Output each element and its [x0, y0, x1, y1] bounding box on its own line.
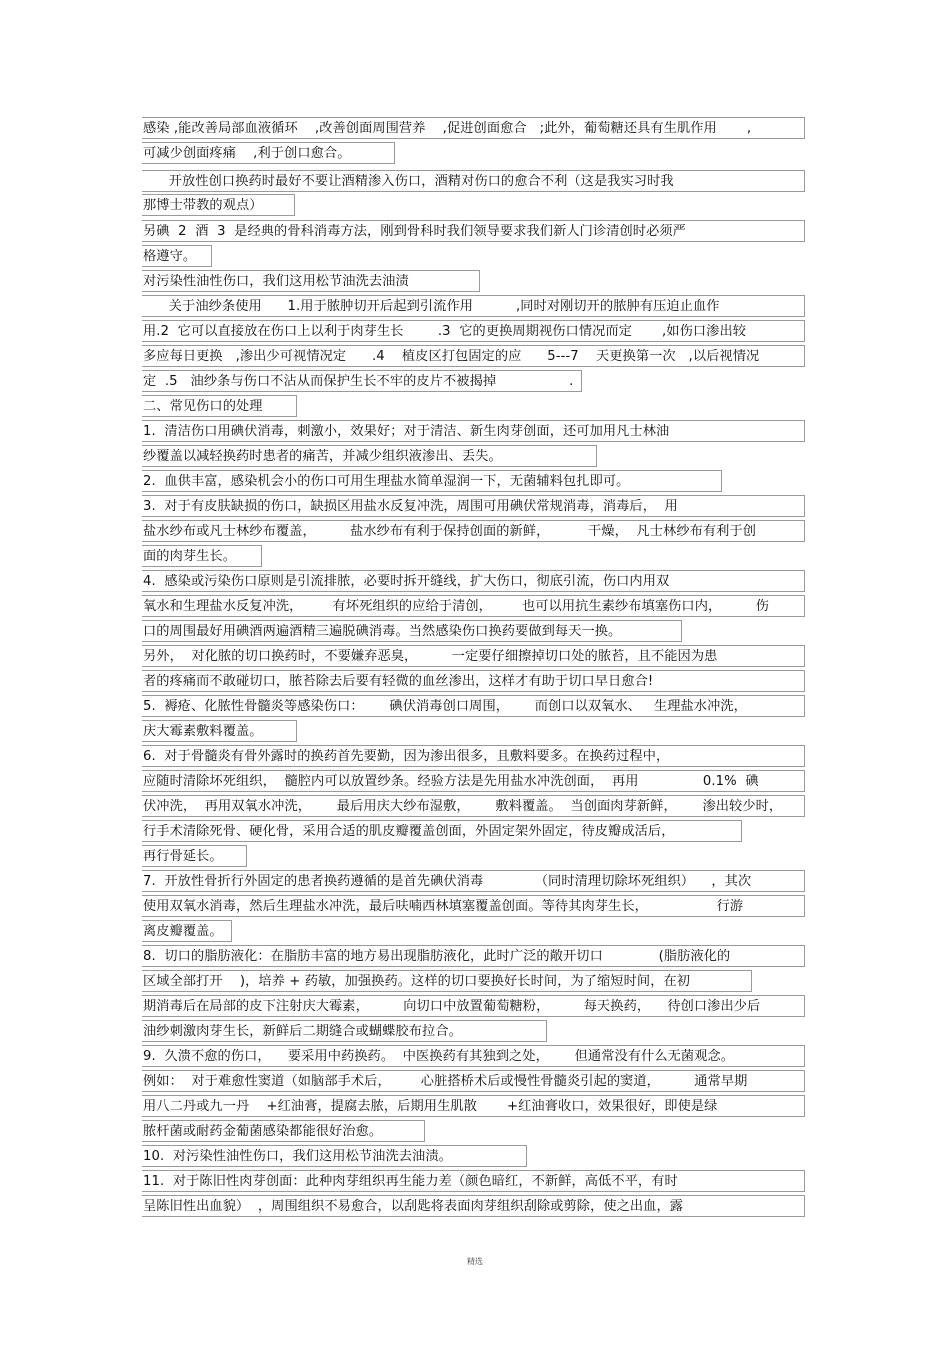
- text-line: 5. 褥疮、化脓性骨髓炎等感染伤口： 碘伏消毒创口周围， 而创口以双氧水、 生理盐水冲洗，: [142, 695, 805, 717]
- text-line: 氧水和生理盐水反复冲洗， 有坏死组织的应给于清创， 也可以用抗生素纱布填塞伤口内， 伤: [142, 595, 805, 617]
- text-line: 多应每日更换 ,渗出少可视情况定 .4 植皮区打包固定的应 5---7 天更换第一次 ,以后视情况: [142, 345, 805, 367]
- text-line: 盐水纱布或凡士林纱布覆盖， 盐水纱布有利于保持创面的新鲜， 干燥， 凡士林纱布有利于创: [142, 520, 805, 542]
- text-line: 面的肉芽生长。: [142, 545, 262, 567]
- text-line: 8. 切口的脂肪液化：在脂肪丰富的地方易出现脂肪液化，此时广泛的敞开切口 (脂肪液化的: [142, 945, 805, 967]
- text-line: 6. 对于骨髓炎有骨外露时的换药首先要勤，因为渗出很多，且敷料要多。在换药过程中，: [142, 745, 805, 767]
- text-line: 开放性创口换药时最好不要让酒精渗入伤口，酒精对伤口的愈合不利（这是我实习时我: [142, 170, 805, 192]
- text-line: 脓杆菌或耐药金葡菌感染都能很好治愈。: [142, 1120, 425, 1142]
- text-line: 另外， 对化脓的切口换药时，不要嫌弃恶臭， 一定要仔细擦掉切口处的脓苔，且不能因为患: [142, 645, 805, 667]
- text-line: 9. 久溃不愈的伤口， 要采用中药换药。 中医换药有其独到之处， 但通常没有什么无菌观念。: [142, 1045, 805, 1067]
- text-line: 区域全部打开 )，培养 + 药敏，加强换药。这样的切口要换好长时间，为了缩短时间，在初: [142, 970, 752, 992]
- text-line: 呈陈旧性出血貌） ，周围组织不易愈合，以刮匙将表面肉芽组织刮除或剪除，使之出血，露: [142, 1195, 805, 1217]
- text-line: 2. 血供丰富，感染机会小的伤口可用生理盐水简单湿润一下，无菌辅料包扎即可。: [142, 470, 722, 492]
- text-line: 者的疼痛而不敢碰切口，脓苔除去后要有轻微的血丝渗出，这样才有助于切口早日愈合!: [142, 670, 805, 692]
- text-line: 感染 ,能改善局部血液循环 ,改善创面周围营养 ,促进创面愈合 ;此外，葡萄糖还具有生肌作用 ,: [142, 117, 805, 139]
- text-line: 纱覆盖以减轻换药时患者的痛苦，并减少组织液渗出、丢失。: [142, 445, 597, 467]
- text-line: 另碘 2 酒 3 是经典的骨科消毒方法，刚到骨科时我们领导要求我们新人门诊清创时必须严: [142, 220, 805, 242]
- text-line: 口的周围最好用碘酒两遍酒精三遍脱碘消毒。当然感染伤口换药要做到每天一换。: [142, 620, 682, 642]
- text-line: 7. 开放性骨折行外固定的患者换药遵循的是首先碘伏消毒 （同时清理切除坏死组织） ，其次: [142, 870, 805, 892]
- text-line: 定 .5 油纱条与伤口不沾从而保护生长不牢的皮片不被揭掉 .: [142, 370, 582, 392]
- text-line: 二、常见伤口的处理: [142, 395, 297, 417]
- text-line: 行手术清除死骨、硬化骨，采用合适的肌皮瓣覆盖创面，外固定架外固定，待皮瓣成活后，: [142, 820, 742, 842]
- text-line: 例如： 对于难愈性窦道（如脑部手术后， 心脏搭桥术后或慢性骨髓炎引起的窦道， 通常早期: [142, 1070, 805, 1092]
- text-line: 再行骨延长。: [142, 845, 247, 867]
- text-line: 格遵守。: [142, 245, 212, 267]
- text-line: 10. 对污染性油性伤口，我们这用松节油洗去油渍。: [142, 1145, 527, 1167]
- text-line: 3. 对于有皮肤缺损的伤口，缺损区用盐水反复冲洗，周围可用碘伏常规消毒，消毒后， 用: [142, 495, 805, 517]
- text-line: 油纱刺激肉芽生长，新鲜后二期缝合或蝴蝶胶布拉合。: [142, 1020, 547, 1042]
- text-line: 使用双氧水消毒，然后生理盐水冲洗，最后呋喃西林填塞覆盖创面。等待其肉芽生长， 行游: [142, 895, 805, 917]
- text-line: 离皮瓣覆盖。: [142, 920, 232, 942]
- text-line: 4. 感染或污染伤口原则是引流排脓，必要时拆开缝线，扩大伤口，彻底引流，伤口内用双: [142, 570, 805, 592]
- text-line: 11. 对于陈旧性肉芽创面：此种肉芽组织再生能力差（颜色暗红，不新鲜，高低不平，有时: [142, 1170, 805, 1192]
- text-line: 庆大霉素敷料覆盖。: [142, 720, 297, 742]
- text-line: 期消毒后在局部的皮下注射庆大霉素， 向切口中放置葡萄糖粉， 每天换药， 待创口渗出少后: [142, 995, 805, 1017]
- text-line: 那博士带教的观点）: [142, 194, 295, 216]
- text-line: 1. 清洁伤口用碘伏消毒，刺激小，效果好；对于清洁、新生肉芽创面，还可加用凡士林油: [142, 420, 805, 442]
- text-line: 用.2 它可以直接放在伤口上以利于肉芽生长 .3 它的更换周期视伤口情况而定 ,如伤口渗出较: [142, 320, 805, 342]
- text-line: 应随时清除坏死组织， 髓腔内可以放置纱条。经验方法是先用盐水冲洗创面， 再用 0.1% 碘: [142, 770, 805, 792]
- text-line: 伏冲洗， 再用双氧水冲洗， 最后用庆大纱布湿敷， 敷料覆盖。 当创面肉芽新鲜， 渗出较少时，: [142, 795, 805, 817]
- text-line: 关于油纱条使用 1.用于脓肿切开后起到引流作用 ,同时对刚切开的脓肿有压迫止血作: [142, 295, 805, 317]
- text-line: 可减少创面疼痛 ,利于创口愈合。: [142, 142, 395, 164]
- page-footer: 精选: [467, 1257, 483, 1266]
- text-line: 用八二丹或九一丹 +红油膏，提腐去脓，后期用生肌散 +红油膏收口，效果很好，即使是绿: [142, 1095, 805, 1117]
- text-line: 对污染性油性伤口，我们这用松节油洗去油渍: [142, 270, 480, 292]
